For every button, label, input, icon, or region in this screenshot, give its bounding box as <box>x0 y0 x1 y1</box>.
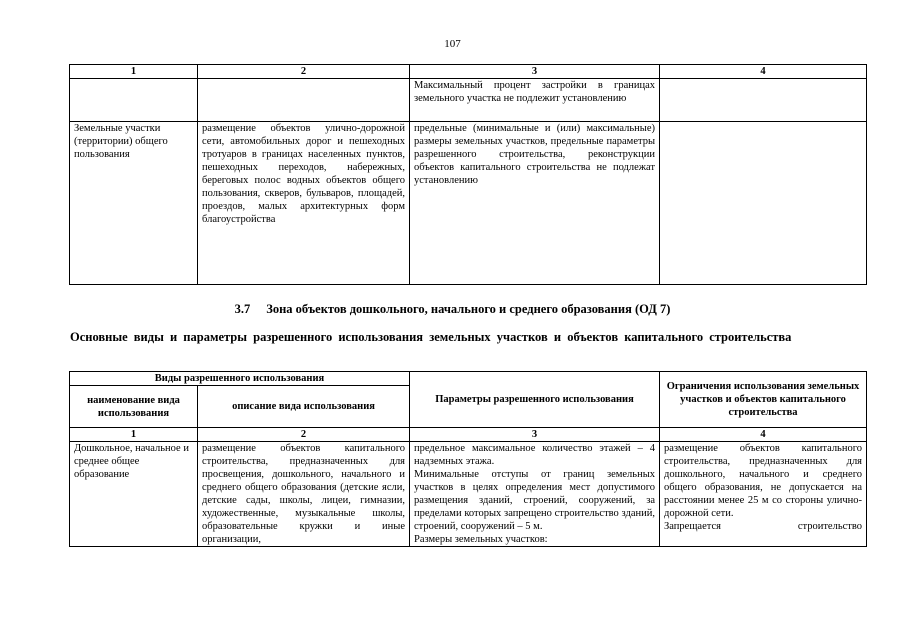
table-row <box>70 79 867 122</box>
param-paragraph: Минимальные отступы от границ земельных участков в целях определения мест допустимого размещения зданий, строений, сооружений, за пределами которых запрещено строительство зданий, строений, сооружений – 5 м. <box>414 469 656 532</box>
table-cell: размещение объектов капитального строительства, предназначенных для просвещения, дошкольного, начального и среднего общего образования (детские ясли, детские сады, школы, лицеи, гимназии, художественные, музыкальные школы, образовательные кружки и иные организации, <box>198 442 410 547</box>
table-cell: Дошкольное, начальное и среднее общее образование <box>70 442 198 547</box>
page-number: 107 <box>444 38 461 50</box>
header-desc: описание вида использования <box>198 386 410 428</box>
section-number: 3.7 <box>234 302 251 316</box>
block-title: Основные виды и параметры разрешенного использования земельных участков и объектов капитального строительства <box>70 330 792 344</box>
section-heading <box>0 302 905 317</box>
column-number: 2 <box>198 65 410 79</box>
param-paragraph: Размеры земельных участков: <box>414 534 548 545</box>
column-number: 1 <box>70 65 198 79</box>
limit-paragraph: размещение объектов капитального строительства, предназначенных для дошкольного, начального и среднего общего образования, не допускается на расстоянии менее 25 м со стороны улично-дорожной сети. <box>664 443 863 519</box>
column-number: 4 <box>660 428 867 442</box>
table-cell: предельные (минимальные и (или) максимальные) размеры земельных участков, предельные параметры разрешенного строительства, реконструкции объектов капитального строительства не подлежат установлению <box>410 122 660 285</box>
continuation-table <box>69 64 867 285</box>
header-params: Параметры разрешенного использования <box>410 372 660 428</box>
column-number: 1 <box>70 428 198 442</box>
permitted-use-table <box>69 371 867 547</box>
column-number: 3 <box>410 428 660 442</box>
table-cell <box>70 79 198 122</box>
section-title: Зона объектов дошкольного, начального и среднего образования (ОД 7) <box>266 302 671 316</box>
column-number: 4 <box>660 65 867 79</box>
table-cell: Максимальный процент застройки в границах земельного участка не подлежит установлению <box>410 79 660 122</box>
table-cell <box>660 79 867 122</box>
param-paragraph: предельное максимальное количество этажей – 4 надземных этажа. <box>414 443 656 467</box>
table-number-row <box>70 428 867 442</box>
header-limits: Ограничения использования земельных участков и объектов капитального строительства <box>660 372 867 428</box>
table-header-row <box>70 65 867 79</box>
table-cell <box>410 442 660 547</box>
table-cell: размещение объектов улично-дорожной сети, автомобильных дорог и пешеходных тротуаров в границах населенных пунктов, пешеходных переходов, набережных, береговых полос водных объектов общего пользования, скверов, бульваров, площадей, проездов, малых архитектурных форм благоустройства <box>198 122 410 285</box>
table-cell <box>660 122 867 285</box>
limit-paragraph: Запрещается строительство <box>664 521 863 532</box>
table-header-row <box>70 372 867 386</box>
table-cell: Земельные участки (территории) общего пользования <box>70 122 198 285</box>
column-number: 2 <box>198 428 410 442</box>
header-name: наименование вида использования <box>70 386 198 428</box>
table-row <box>70 122 867 285</box>
column-number: 3 <box>410 65 660 79</box>
table-row <box>70 442 867 547</box>
table-cell <box>198 79 410 122</box>
group-header: Виды разрешенного использования <box>70 372 410 386</box>
table-cell <box>660 442 867 547</box>
